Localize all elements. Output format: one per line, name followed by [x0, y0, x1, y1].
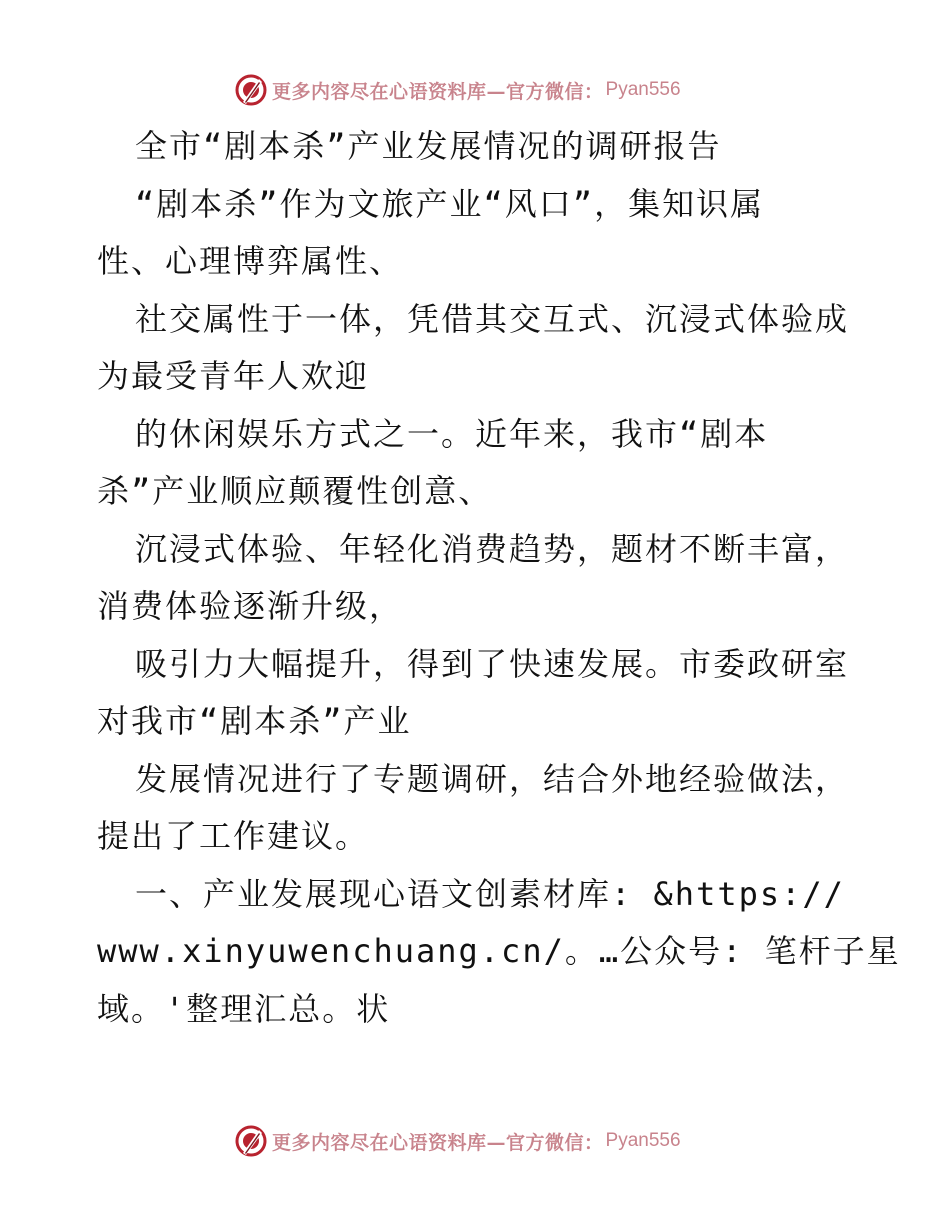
- text-line: 提出了工作建议。: [97, 817, 370, 855]
- text-line: 为最受青年人欢迎: [97, 357, 370, 395]
- text-line: “剧本杀”作为文旅产业“风口”，集知识属: [135, 184, 765, 223]
- footer-banner: [234, 1124, 681, 1158]
- text-line: 消费体验逐渐升级，: [97, 587, 404, 625]
- wechat-id: Pyan556: [605, 1130, 681, 1151]
- pen-logo-icon: [234, 1124, 268, 1158]
- banner-text: 更多内容尽在心语资料库—官方微信：: [272, 1131, 604, 1154]
- text-line: 发展情况进行了专题调研，结合外地经验做法，: [135, 759, 850, 798]
- document-title: 全市“剧本杀”产业发展情况的调研报告: [135, 127, 722, 165]
- text-line: www.xinyuwenchuang.cn/。…公众号: 笔杆子星: [97, 932, 901, 970]
- pen-logo-icon: [234, 73, 268, 107]
- text-line: 吸引力大幅提升，得到了快速发展。市委政研室: [135, 644, 850, 683]
- wechat-id: Pyan556: [605, 79, 681, 100]
- header-banner: [234, 73, 681, 107]
- text-line: 沉浸式体验、年轻化消费趋势，题材不断丰富，: [135, 529, 850, 568]
- banner-text: 更多内容尽在心语资料库—官方微信：: [272, 80, 604, 103]
- text-line: 的休闲娱乐方式之一。近年来，我市“剧本: [135, 414, 769, 453]
- text-line: 杀”产业顺应颠覆性创意、: [97, 472, 493, 510]
- text-line: 对我市“剧本杀”产业: [97, 702, 412, 740]
- text-line: 域。'整理汇总。状: [97, 989, 391, 1028]
- document-body: [97, 118, 901, 1038]
- text-line: 性、心理博弈属性、: [97, 242, 404, 280]
- text-line: 社交属性于一体，凭借其交互式、沉浸式体验成: [135, 299, 850, 338]
- section-heading-line: 一、产业发展现心语文创素材库: &https://: [135, 874, 845, 913]
